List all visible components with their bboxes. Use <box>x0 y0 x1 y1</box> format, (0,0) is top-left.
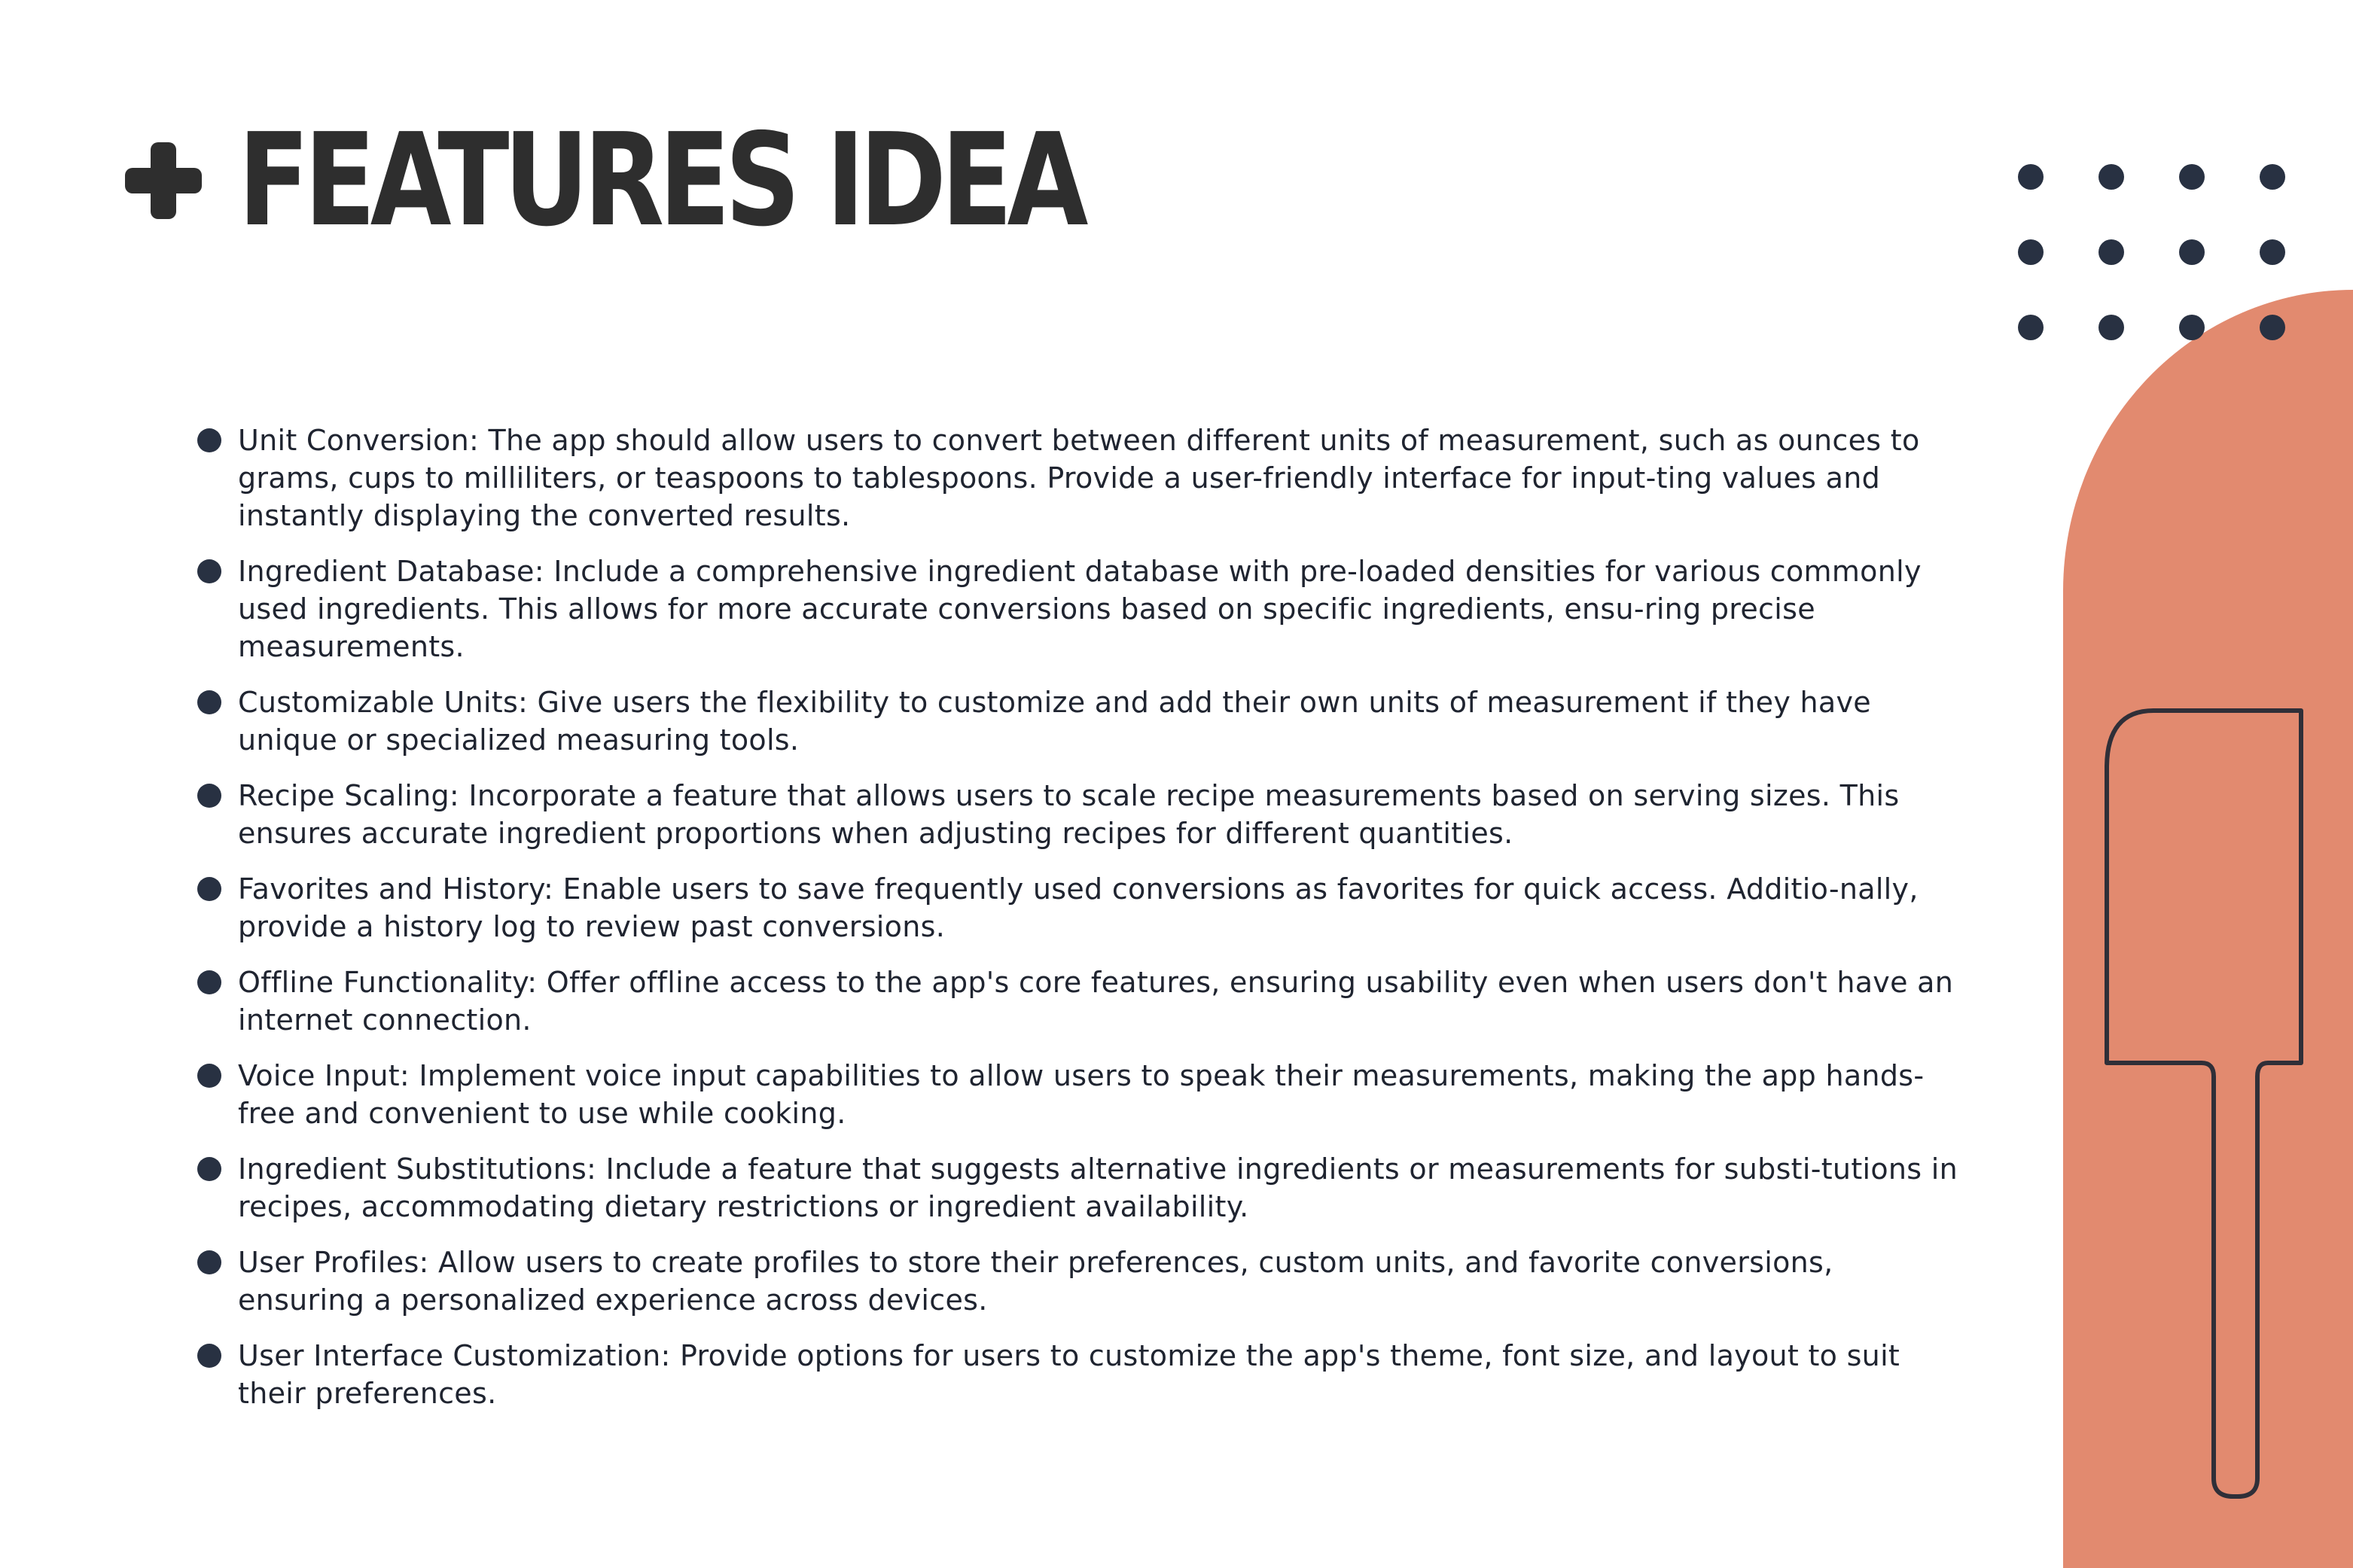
list-item <box>197 684 1959 759</box>
dot-icon <box>2098 315 2124 340</box>
list-item <box>197 1057 1959 1132</box>
list-item <box>197 777 1959 852</box>
bullet-icon <box>197 690 221 714</box>
feature-text: Favorites and History: Enable users to save frequently used conversions as favorites for quick access. Additio-nally, provide a history log to review past conversions. <box>238 872 1919 943</box>
list-item <box>197 422 1959 534</box>
dot-icon <box>2260 164 2285 190</box>
list-item <box>197 870 1959 945</box>
feature-text: Recipe Scaling: Incorporate a feature that allows users to scale recipe measurements based on serving sizes. This ensures accurate ingredient proportions when adjusting recipes for different quantities. <box>238 779 1900 850</box>
bullet-icon <box>197 1250 221 1274</box>
page-header <box>122 106 1268 255</box>
bullet-icon <box>197 428 221 452</box>
feature-text: Ingredient Database: Include a comprehensive ingredient database with pre-loaded densities for various commonly used ingredients. This allows for more accurate conversions based on specific ingredients, ensu-ring precise measurements. <box>238 555 1922 663</box>
dot-icon <box>2179 239 2205 265</box>
list-item <box>197 553 1959 665</box>
bullet-icon <box>197 970 221 994</box>
dot-icon <box>2018 164 2044 190</box>
feature-list <box>197 422 1959 1430</box>
list-item <box>197 1150 1959 1225</box>
dot-icon <box>2179 315 2205 340</box>
spatula-icon <box>2093 700 2319 1506</box>
feature-text: User Interface Customization: Provide options for users to customize the app's theme, font size, and layout to suit their preferences. <box>238 1339 1900 1410</box>
list-item <box>197 1244 1959 1319</box>
dot-icon <box>2179 164 2205 190</box>
list-item <box>197 964 1959 1039</box>
feature-text: Offline Functionality: Offer offline access to the app's core features, ensuring usability even when users don't have an internet connection. <box>238 966 1954 1037</box>
dot-icon <box>2098 164 2124 190</box>
bullet-icon <box>197 1064 221 1088</box>
bullet-icon <box>197 1344 221 1368</box>
bullet-icon <box>197 1157 221 1181</box>
dot-icon <box>2098 239 2124 265</box>
feature-text: Unit Conversion: The app should allow users to convert between different units of measurement, such as ounces to grams, cups to milliliters, or teaspoons to tablespoons. Provide a user-friendly interface for input-ting values and instantly displaying the converted results. <box>238 424 1920 532</box>
list-item <box>197 1337 1959 1412</box>
dot-icon <box>2018 239 2044 265</box>
bullet-icon <box>197 877 221 901</box>
page-title: FEATURES IDEA <box>238 106 1084 255</box>
plus-icon <box>122 139 205 222</box>
feature-text: Customizable Units: Give users the flexibility to customize and add their own units of measurement if they have unique or specialized measuring tools. <box>238 686 1871 757</box>
dot-icon <box>2260 315 2285 340</box>
feature-text: User Profiles: Allow users to create profiles to store their preferences, custom units, and favorite conversions, ensuring a personalized experience across devices. <box>238 1246 1833 1317</box>
feature-text: Ingredient Substitutions: Include a feature that suggests alternative ingredients or measurements for substi-tutions in recipes, accommodating dietary restrictions or ingredient availability. <box>238 1152 1958 1223</box>
dot-icon <box>2260 239 2285 265</box>
bullet-icon <box>197 784 221 808</box>
bullet-icon <box>197 559 221 583</box>
dot-icon <box>2018 315 2044 340</box>
feature-text: Voice Input: Implement voice input capabilities to allow users to speak their measurements, making the app hands-free and convenient to use while cooking. <box>238 1059 1925 1130</box>
dot-grid-decoration <box>2018 164 2298 345</box>
